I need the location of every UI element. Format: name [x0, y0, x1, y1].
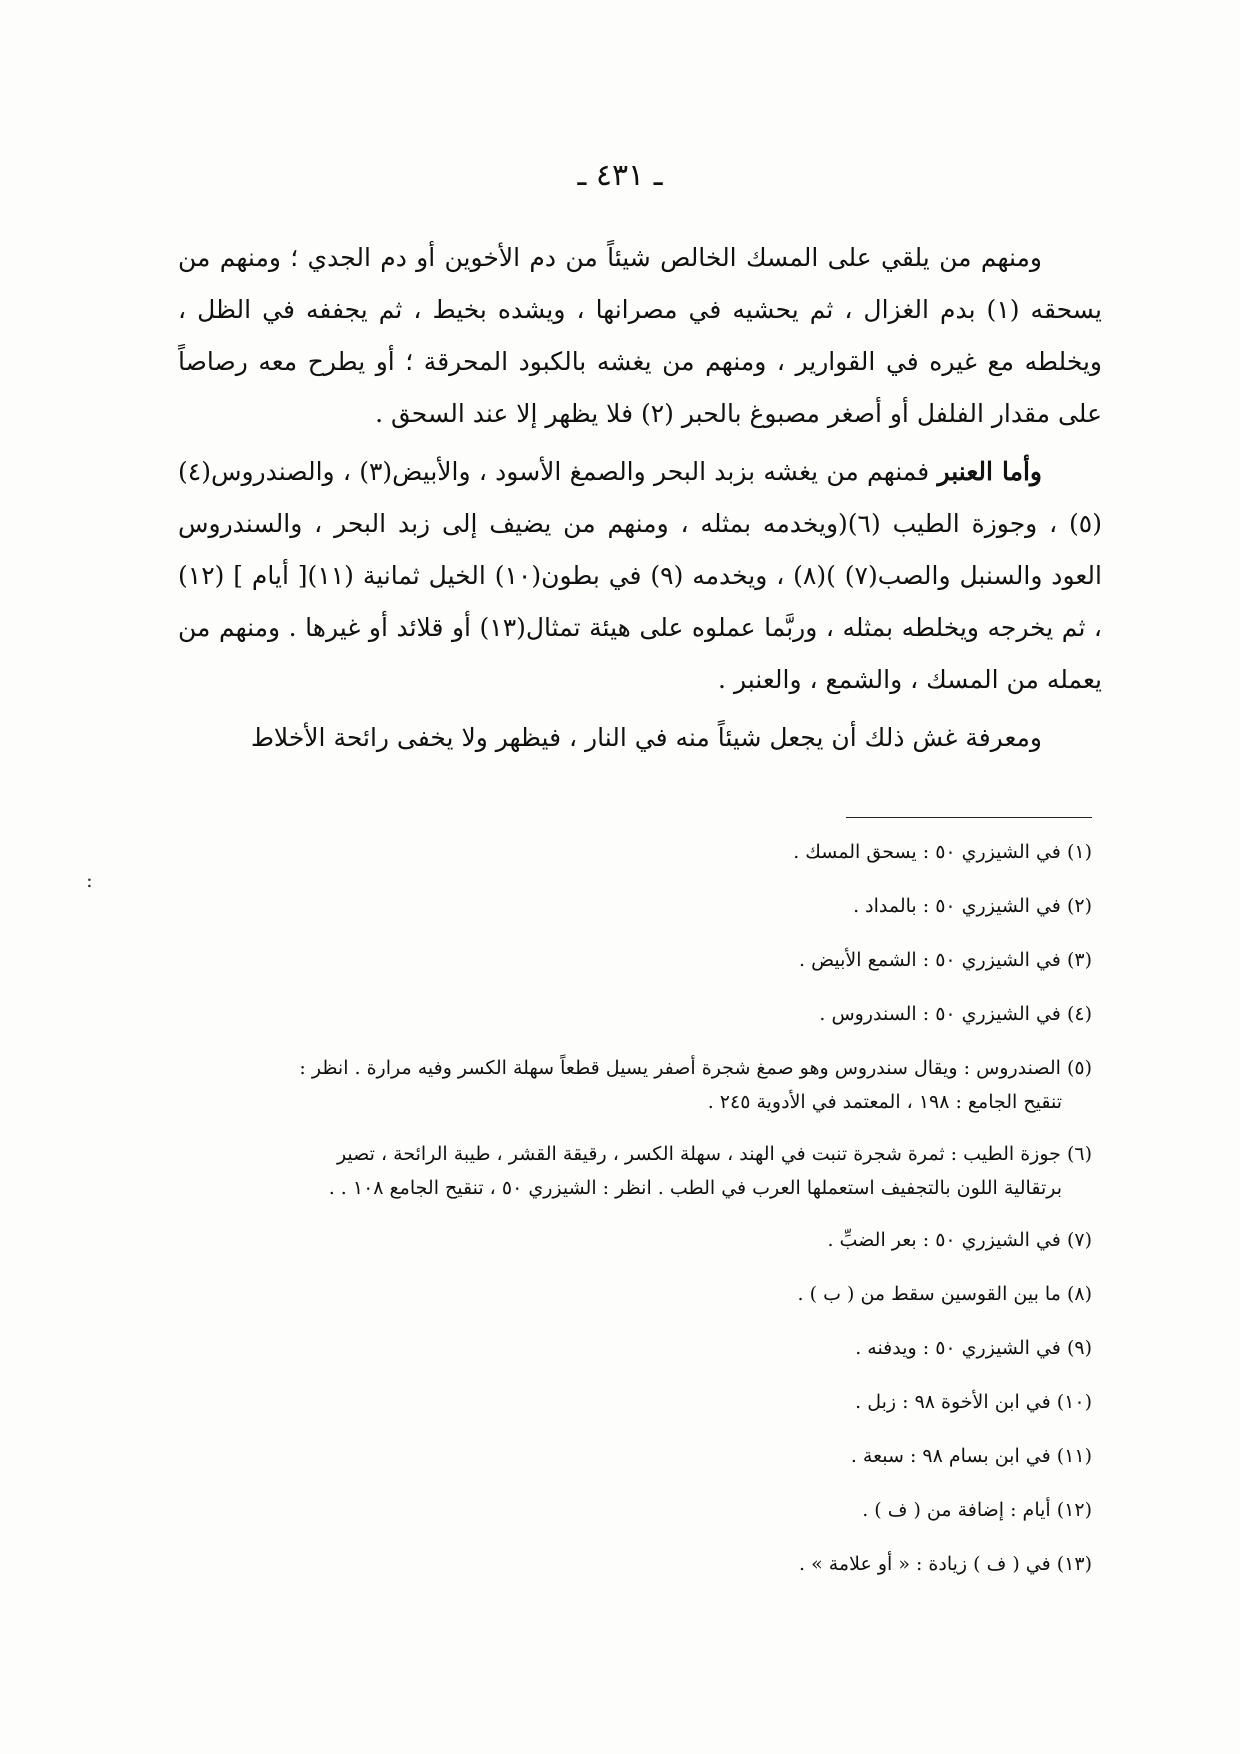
footnote-text: الصندروس : ويقال سندروس وهو صمغ شجرة أصفر يسيل قطعاً سهلة الكسر وفيه مرارة . انظر :	[299, 1057, 1061, 1079]
footnote-2	[150, 889, 1092, 923]
footnote-number: (٣)	[1066, 949, 1092, 971]
footnote-11	[150, 1439, 1092, 1473]
footnote-number: (١)	[1066, 841, 1092, 863]
footnote-5	[150, 1051, 1092, 1119]
footnote-continuation: برتقالية اللون بالتجفيف استعملها العرب في الطب . انظر : الشيزري ٥٠ ، تنقيح الجامع ١٠٨ . .	[328, 1177, 1062, 1199]
footnote-text: أيام : إضافة من ( ف ) .	[862, 1499, 1051, 1521]
paragraph-ambergris	[178, 446, 1102, 706]
footnote-number: (١١)	[1056, 1445, 1092, 1467]
paragraph-detection	[178, 712, 1102, 764]
footnote-number: (٢)	[1066, 895, 1092, 917]
footnote-3	[150, 943, 1092, 977]
footnote-1	[150, 835, 1092, 869]
footnote-9	[150, 1331, 1092, 1365]
footnote-text: في الشيزري ٥٠ : الشمع الأبيض .	[799, 949, 1061, 971]
footnote-text: في ابن بسام ٩٨ : سبعة .	[850, 1445, 1051, 1467]
paragraph-text: فمنهم من يغشه بزبد البحر والصمغ الأسود ، والأبيض(٣) ، والصندروس(٤) (٥) ، وجوزة الطيب (٦)(ويخدمه بمثله ، ومنهم من يضيف إلى زبد البحر ، والسندروس العود والسنبل والصب(٧) )(٨) ، ويخدمه (٩) في بطون(١٠) الخيل ثمانية (١١)[ أيام ] (١٢) ، ثم يخرجه ويخلطه بمثله ، وربَّما عملوه على هيئة تمثال(١٣) أو قلائد أو غيرها . ومنهم من يعمله من المسك ، والشمع ، والعنبر .	[178, 457, 1103, 694]
footnote-6	[150, 1137, 1092, 1205]
page-number: ـ ٤٣١ ـ	[577, 158, 663, 193]
footnote-text: ما بين القوسين سقط من ( ب ) .	[797, 1283, 1061, 1305]
footnote-8	[150, 1277, 1092, 1311]
footnote-12	[150, 1493, 1092, 1527]
footnote-number: (١٣)	[1056, 1553, 1092, 1575]
footnote-7	[150, 1223, 1092, 1257]
footnote-text: في الشيزري ٥٠ : بالمداد .	[853, 895, 1061, 917]
footnote-text: في الشيزري ٥٠ : السندروس .	[819, 1003, 1061, 1025]
footnotes	[150, 835, 1092, 1601]
footnote-number: (٧)	[1066, 1229, 1092, 1251]
main-text	[178, 232, 1102, 770]
footnote-number: (١٠)	[1056, 1391, 1092, 1413]
footnote-separator	[846, 817, 1092, 818]
footnote-number: (٨)	[1066, 1283, 1092, 1305]
footnote-number: (٩)	[1066, 1337, 1092, 1359]
paragraph-lead: وأما العنبر	[937, 457, 1042, 486]
paragraph-musk	[178, 232, 1102, 440]
stray-mark: :	[86, 868, 93, 892]
footnote-text: في الشيزري ٥٠ : يسحق المسك .	[793, 841, 1061, 863]
footnote-continuation: تنقيح الجامع : ١٩٨ ، المعتمد في الأدوية ٢٤٥ .	[707, 1091, 1062, 1113]
paragraph-text: ومعرفة غش ذلك أن يجعل شيئاً منه في النار ، فيظهر ولا يخفى رائحة الأخلاط	[250, 723, 1042, 752]
footnote-text: في الشيزري ٥٠ : بعر الضبِّ .	[827, 1229, 1061, 1251]
paragraph-text: ومنهم من يلقي على المسك الخالص شيئاً من دم الأخوين أو دم الجدي ؛ ومنهم من يسحقه (١) بدم الغزال ، ثم يحشيه في مصرانها ، ويشده بخيط ، ثم يجففه في الظل ، ويخلطه مع غيره في القوارير ، ومنهم من يغشه بالكبود المحرقة ؛ أو يطرح معه رصاصاً على مقدار الفلفل أو أصغر مصبوغ بالحبر (٢) فلا يظهر إلا عند السحق .	[178, 243, 1102, 428]
footnote-13	[150, 1547, 1092, 1581]
footnote-number: (١٢)	[1056, 1499, 1092, 1521]
footnote-number: (٤)	[1066, 1003, 1092, 1025]
footnote-text: في الشيزري ٥٠ : ويدفنه .	[855, 1337, 1061, 1359]
footnote-text: جوزة الطيب : ثمرة شجرة تنبت في الهند ، سهلة الكسر ، رقيقة القشر ، طيبة الرائحة ، تصير	[336, 1143, 1061, 1165]
footnote-number: (٥)	[1066, 1057, 1092, 1079]
footnote-10	[150, 1385, 1092, 1419]
footnote-text: في ابن الأخوة ٩٨ : زبل .	[855, 1391, 1051, 1413]
footnote-number: (٦)	[1066, 1143, 1092, 1165]
footnote-4	[150, 997, 1092, 1031]
footnote-text: في ( ف ) زيادة : « أو علامة » .	[799, 1553, 1051, 1575]
